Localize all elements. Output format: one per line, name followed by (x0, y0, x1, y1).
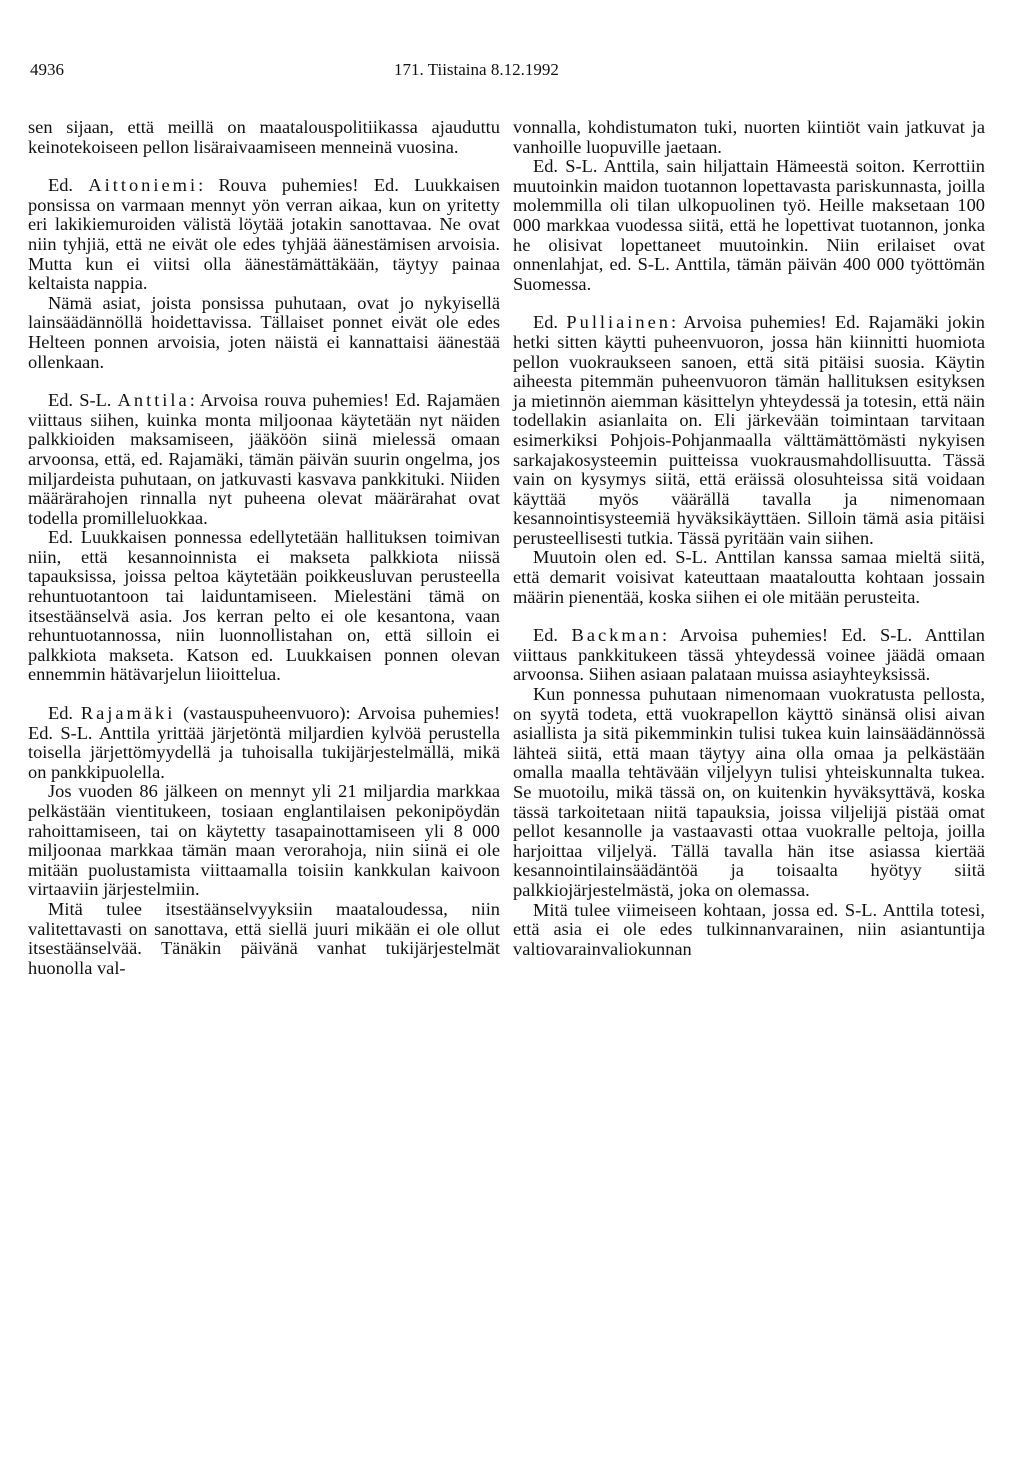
speech-text: : Arvoisa rouva puhemies! Ed. Rajamäen viittaus siihen, kuinka monta miljoonaa käytetään nyt näiden palkkioiden maksamiseen, jääköön siinä mielessä omaan arvoonsa, että, ed. Rajamäki, tämän päivän suurin ongelma, jos miljardeista puhutaan, on jatkuvasti kasvava pankkituki. Niiden määrärahojen rinnalla nyt puheena olevat määrärahat ovat todella promilleluokkaa. (28, 390, 501, 528)
left-column (28, 118, 500, 978)
speaker-prefix: Ed. (48, 703, 81, 724)
speaker-name: Backman (571, 625, 662, 646)
paragraph: Kun ponnessa puhutaan nimenomaan vuokratusta pellosta, on syytä todeta, että vuokrapellon käyttö sinänsä olisi aivan asiallista ja sitä pikemminkin tulisi tukea kuin lainsäädännössä lähteä siitä, että maan täytyy aina olla omaa ja pelkästään omalla maalla tehtävään viljelyyn tulisi yhteiskunnalta tukea. Se muotoilu, mikä tässä on, on kuitenkin hyväksyttävä, koska tässä tarkoitetaan niitä tapauksia, joissa viljelijä pistää omat pellot kesannolle ja vastaavasti ottaa vuokralle peltoja, joilla harjoittaa viljelyä. Tällä tavalla hän itse asiassa kiertää kesannointilainsäädäntöä ja toisaalta hyötyy siitä palkkiojärjestelmästä, joka on olemassa. (513, 684, 985, 900)
speech-text: : Rouva puhemies! Ed. Luukkaisen ponsissa on varmaan mennyt yön verran aikaa, kun on yritetty eri lakikiemuroiden välistä löytää jotakin sanottavaa. Ne ovat niin tyhjiä, että ne eivät ole edes tyhjää äänestämisen arvoisia. Mutta kun ei viitsi olla äänestämättäkään, täytyy painaa keltaista nappia. (28, 175, 501, 294)
speaker-prefix: Ed. S-L. (48, 390, 118, 411)
speaker-prefix: Ed. (533, 312, 567, 333)
paragraph: Mitä tulee itsestäänselvyyksiin maataloudessa, niin valitettavasti on sanottava, että siellä juuri mikään ei ole ollut itsestäänselvää. Tänäkin päivänä vanhat tukijärjestelmät huonolla val- (28, 898, 500, 978)
speech-aittoniemi (28, 176, 500, 294)
speaker-prefix: Ed. (48, 175, 89, 196)
paragraph: Ed. S-L. Anttila, sain hiljattain Hämeestä soiton. Kerrottiin muutoinkin maidon tuotannon lopettavasta pariskunnasta, joilla molemmilla oli tilan ulkopuolinen työ. Heille maksetaan 100 000 markkaa vuodessa siitä, että he lopettivat tuotannon, jonka he olisivat lopettaneet muutoinkin. Niin erilaiset ovat onnenlahjat, ed. S-L. Anttila, tämän päivän 400 000 työttömän Suomessa. (513, 156, 985, 294)
paragraph: sen sijaan, että meillä on maatalouspolitiikassa ajauduttu keinotekoiseen pellon lisäraivaamiseen menneinä vuosina. (28, 117, 500, 157)
speech-text: (vastauspuheenvuoro): Arvoisa puhemies! Ed. S-L. Anttila yrittää järjetöntä miljardien kylvöä perustella toisella järjettömyydellä ja tuhoisalla tukijärjestelmällä, mikä on pankkipuolella. (28, 703, 501, 782)
speech-pulliainen (513, 313, 985, 548)
paragraph: vonnalla, kohdistumaton tuki, nuorten kiintiöt vain jatkuvat ja vanhoille luopuville jaetaan. (513, 117, 985, 157)
speech-anttila (28, 391, 500, 528)
speech-rajamaki (28, 704, 500, 782)
speaker-name: Anttila (117, 390, 190, 411)
speech-backman (513, 626, 985, 685)
paragraph: Jos vuoden 86 jälkeen on mennyt yli 21 miljardia markkaa pelkästään vientitukeen, tosiaan englantilaisen pekonipöydän rahoittamiseen, tai on käytetty tasapainottamiseen yli 8 000 miljoonaa markkaa tämän maan verorahoja, niin siinä ei ole mitään puolustamista viittaamalla toisiin kankkulan kaivoon virtaaviin järjestelmiin. (28, 781, 500, 900)
right-column (513, 118, 985, 959)
speech-text: : Arvoisa puhemies! Ed. S-L. Anttilan viittaus pankkitukeen tässä yhteydessä voinee jäädä omaan arvoonsa. Siihen asiaan palataan muissa asiayhteyksissä. (513, 625, 985, 685)
speaker-prefix: Ed. (533, 625, 572, 646)
paragraph: Mitä tulee viimeiseen kohtaan, jossa ed. S-L. Anttila totesi, että asia ei ole edes tulkinnanvarainen, niin asiantuntija valtiovarainvaliokunnan (513, 899, 985, 959)
speaker-name: Pulliainen (566, 312, 671, 333)
speaker-name: Aittoniemi (88, 175, 199, 196)
speech-text: : Arvoisa puhemies! Ed. Rajamäki jokin hetki sitten käytti puheenvuoron, jossa hän kiinnitti huomiota pellon vuokraukseen sanoen, että sitä pitäisi suosia. Käytin aiheesta pitemmän puheenvuoron tämän hallituksen esityksen ja mietinnön aiemman käsittelyn yhteydessä ja totesin, että näin todellakin asianlaita on. Eli järkevään toimintaan tarvitaan esimerkiksi Pohjois-Pohjanmaalla välttämättömästi nykyisen sarkajakosysteemin puitteissa vuokrausmahdollisuutta. Tässä vain on kysymys siitä, että eräissä olosuhteissa sitä voidaan käyttää myös väärällä tavalla ja nimenomaan kesannointisysteemiä hyväksikäyttäen. Silloin tämä asia pitäisi perusteellisesti tutkia. Tässä pyritään vain siihen. (513, 312, 985, 548)
paragraph: Nämä asiat, joista ponsissa puhutaan, ovat jo nykyisellä lainsäädännöllä hoidettavissa. Tällaiset ponnet eivät ole edes Helteen ponnen arvoisia, joten näistä ei kannattaisi äänestää ollenkaan. (28, 292, 500, 372)
running-header: 171. Tiistaina 8.12.1992 (394, 60, 559, 79)
speaker-name: Rajamäki (80, 703, 176, 724)
page-header (0, 60, 1024, 84)
paragraph: Muutoin olen ed. S-L. Anttilan kanssa samaa mieltä siitä, että demarit voisivat kateuttaan maataloutta kohtaan jossain määrin pienentää, koska siihen ei ole mitään perusteita. (513, 547, 985, 607)
paragraph: Ed. Luukkaisen ponnessa edellytetään hallituksen toimivan niin, että kesannoinnista ei makseta palkkiota niissä tapauksissa, joissa peltoa käytetään poikkeusluvan perusteella rehuntuotantoon tai laiduntamiseen. Mielestäni tämä on itsestäänselvä asia. Jos kerran pelto ei ole kesantona, vaan rehuntuotannossa, niin luonnollistahan on, että silloin ei palkkiota makseta. Katson ed. Luukkaisen ponnen olevan ennemmin hätävarjelun liioittelua. (28, 527, 500, 685)
page-number: 4936 (30, 60, 64, 79)
